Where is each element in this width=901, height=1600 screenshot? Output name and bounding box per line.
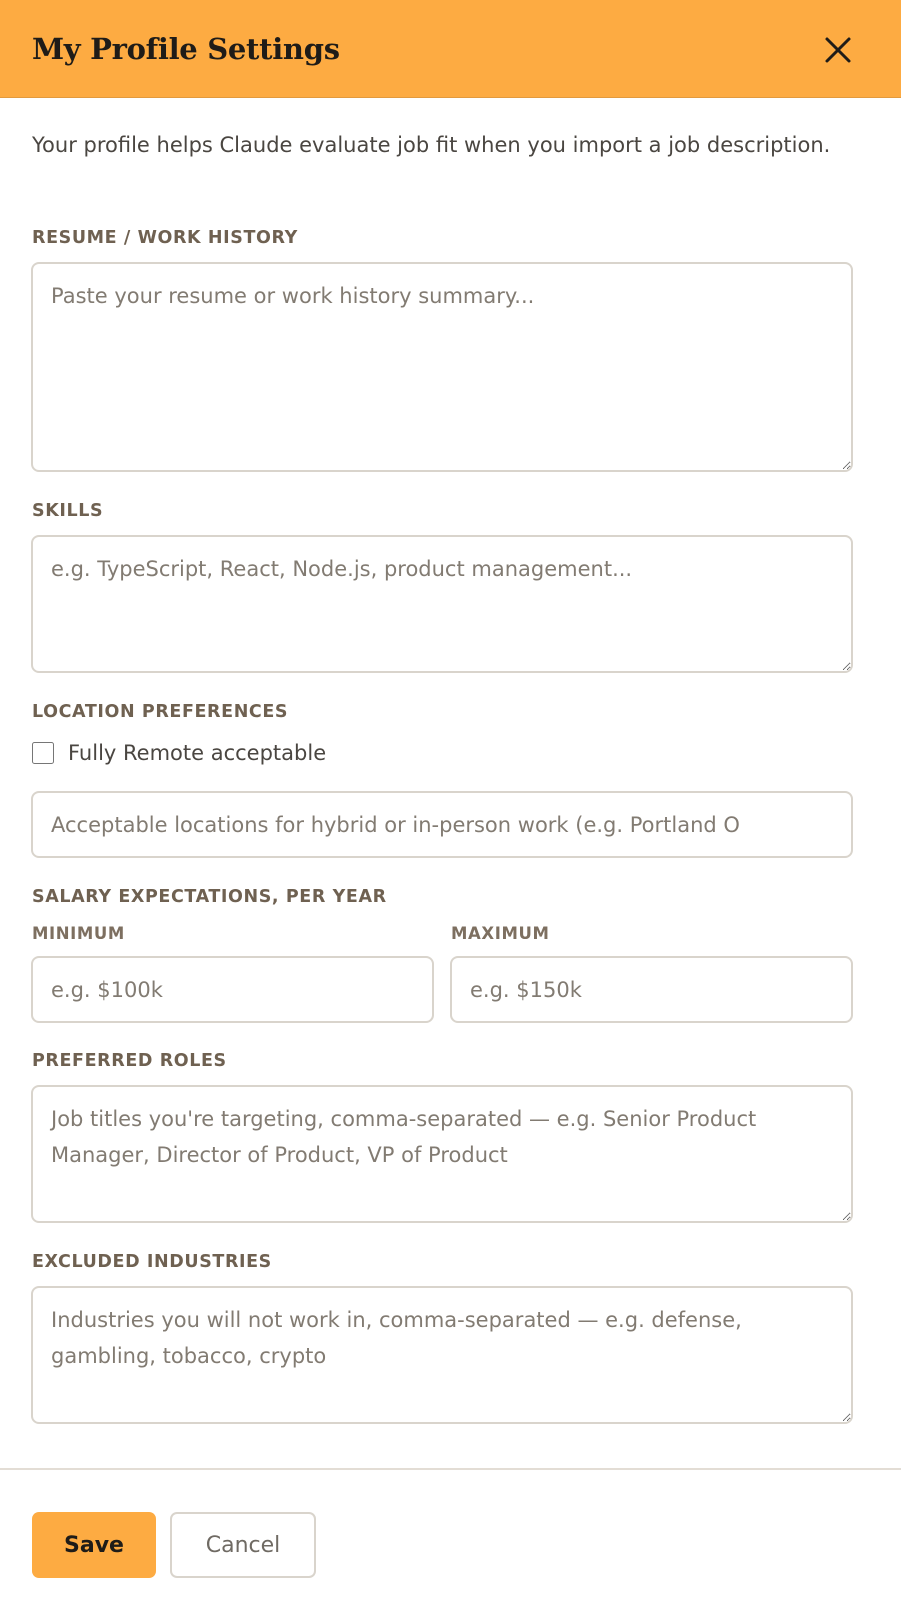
resume-label: RESUME / WORK HISTORY (32, 228, 298, 248)
save-button[interactable]: Save (32, 1512, 156, 1578)
location-label: LOCATION PREFERENCES (32, 702, 289, 722)
remote-checkbox-label[interactable]: Fully Remote acceptable (68, 741, 327, 765)
roles-label: PREFERRED ROLES (32, 1051, 227, 1071)
close-button[interactable] (818, 30, 858, 70)
resume-textarea[interactable] (31, 262, 853, 472)
industries-label: EXCLUDED INDUSTRIES (32, 1252, 272, 1272)
salary-min-input[interactable] (31, 956, 434, 1023)
dialog-header (0, 0, 901, 98)
salary-label: SALARY EXPECTATIONS, PER YEAR (32, 887, 387, 907)
footer-divider (0, 1468, 901, 1470)
location-input[interactable] (31, 791, 853, 858)
intro-text: Your profile helps Claude evaluate job fit when you import a job description. (32, 133, 831, 157)
dialog-title: My Profile Settings (32, 32, 340, 66)
industries-textarea[interactable] (31, 1286, 853, 1424)
remote-checkbox[interactable] (32, 742, 54, 764)
cancel-button[interactable]: Cancel (170, 1512, 316, 1578)
skills-label: SKILLS (32, 501, 104, 521)
salary-max-label: MAXIMUM (451, 924, 550, 943)
skills-textarea[interactable] (31, 535, 853, 673)
remote-checkbox-row[interactable] (32, 740, 326, 766)
close-icon (818, 30, 858, 70)
salary-max-input[interactable] (450, 956, 853, 1023)
salary-min-label: MINIMUM (32, 924, 125, 943)
roles-textarea[interactable] (31, 1085, 853, 1223)
